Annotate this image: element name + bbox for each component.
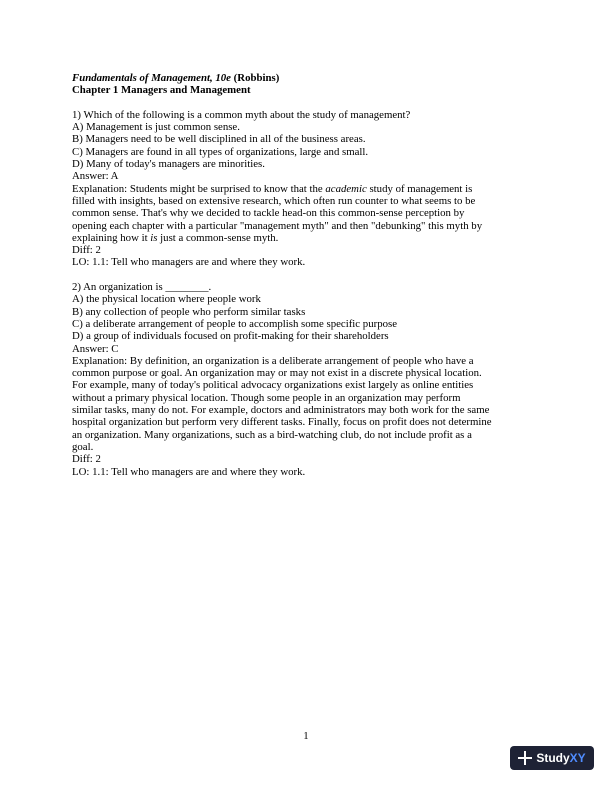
question-1-option-c: C) Managers are found in all types of organizations, large and small. [72,145,369,158]
brand-name [536,751,585,765]
spacer [72,269,542,281]
question-2-explanation-line-6: hospital organization but perform very different tasks. Finally, focus on profit does not determine [72,416,492,429]
explanation-text: explaining how it [72,231,151,244]
book-author: (Robbins) [230,72,280,84]
explanation-text: just a common-sense myth. [157,231,279,244]
spacer [72,97,542,109]
explanation-emphasis: academic [325,182,367,195]
question-2-explanation-line-2: common purpose or goal. An organization may or may not exist in a discrete physical location. [72,367,482,380]
explanation-text: study of management is [366,182,473,195]
studyxy-badge[interactable] [510,746,594,770]
question-1-explanation-line-1 [72,183,542,195]
question-2-option-d: D) a group of individuals focused on profit-making for their shareholders [72,330,389,343]
question-1-option-d: D) Many of today's managers are minorities. [72,158,265,171]
question-2-explanation-line-1: Explanation: By definition, an organization is a deliberate arrangement of people who have a [72,354,474,367]
question-1-explanation-line-5 [72,232,542,244]
question-2-learning-objective: LO: 1.1: Tell who managers are and where they work. [72,465,306,478]
question-2-difficulty: Diff: 2 [72,453,101,466]
question-1-explanation-line-2: filled with insights, based on extensive research, which often run counter to what seems to be [72,194,476,207]
question-2-stem: 2) An organization is ________. [72,281,212,294]
page-number: 1 [303,730,309,742]
brand-prefix: Study [536,751,570,765]
question-1-explanation-line-4: opening each chapter with a particular "management myth" and then "debunking" this myth by [72,219,483,232]
question-2-explanation-line-4: without a primary physical location. Though some people in an organization may perform [72,391,461,404]
question-1-option-b: B) Managers need to be well disciplined in all of the business areas. [72,133,366,146]
question-2-explanation-line-3: For example, many of today's political advocacy organizations exist largely as online entities [72,379,474,392]
question-1-option-a: A) Management is just common sense. [72,121,240,134]
plus-icon [518,751,532,765]
chapter-title: Chapter 1 Managers and Management [72,84,251,97]
book-title: Fundamentals of Management, 10e [72,72,231,84]
question-2-explanation-line-8: goal. [72,440,94,453]
question-2-answer: Answer: C [72,342,119,355]
question-1-learning-objective: LO: 1.1: Tell who managers are and where they work. [72,256,306,269]
question-1-difficulty: Diff: 2 [72,244,101,257]
question-2-explanation-line-5: similar tasks, many do not. For example, doctors and administrators may both work for the same [72,404,490,417]
question-1-stem: 1) Which of the following is a common myth about the study of management? [72,108,411,121]
question-2-option-a: A) the physical location where people work [72,293,261,306]
document-page [72,72,542,478]
question-2-option-c: C) a deliberate arrangement of people to accomplish some specific purpose [72,317,397,330]
document-header [72,72,542,84]
explanation-emphasis: is [150,231,158,244]
question-1-answer: Answer: A [72,170,119,183]
question-2-explanation-line-7: an organization. Many organizations, such as a bird-watching club, do not include profit as a [72,428,472,441]
brand-suffix: XY [569,751,586,765]
question-2-option-b: B) any collection of people who perform similar tasks [72,305,306,318]
question-1-explanation-line-3: common sense. That's why we decided to tackle head-on this common-sense perception by [72,207,465,220]
explanation-text: Explanation: Students might be surprised to know that the [72,182,326,195]
